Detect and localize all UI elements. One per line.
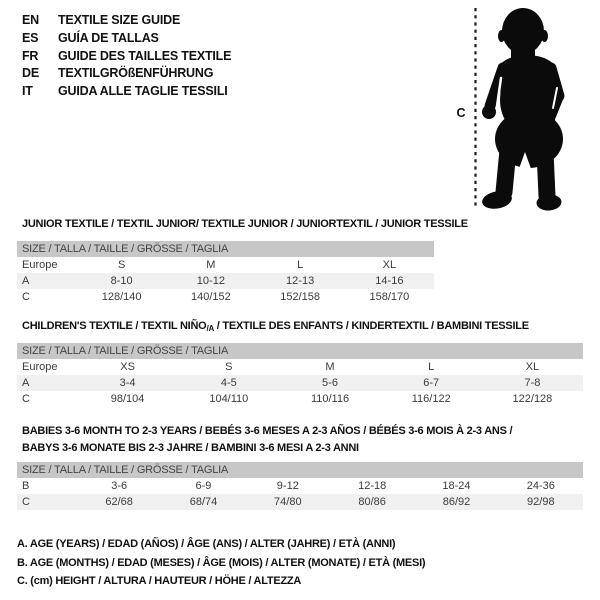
size-cell: S — [225, 361, 233, 373]
legend-note-b: B. AGE (MONTHS) / EDAD (MESES) / ÂGE (MOIS) / ALTER (MONATE) / ETÀ (MESI) — [17, 556, 426, 569]
height-cell: 122/128 — [512, 393, 553, 405]
language-title: GUIDE DES TAILLES TEXTILE — [58, 48, 232, 63]
months-cell: 24-36 — [526, 480, 555, 492]
height-cell: 152/158 — [280, 291, 320, 303]
age-cell: 4-5 — [220, 377, 237, 389]
children-title-subscript: /A — [206, 324, 214, 333]
size-cell: L — [428, 361, 435, 373]
babies-table-title-line2: BABYS 3-6 MONATE BIS 2-3 JAHRE / BAMBINI 3-6 MESI A 2-3 ANNI — [22, 442, 359, 454]
row-label: Europe — [22, 259, 58, 271]
legend-note-c: C. (cm) HEIGHT / ALTURA / HAUTEUR / HÖHE / ALTEZZA — [17, 575, 302, 588]
children-table — [17, 343, 583, 407]
babies-size-header: SIZE / TALLA / TAILLE / GRÖSSE / TAGLIA — [17, 462, 583, 478]
height-cell: 98/104 — [110, 393, 145, 405]
age-cell: 6-7 — [423, 377, 440, 389]
language-title: GUÍA DE TALLAS — [58, 30, 159, 45]
language-list — [22, 12, 231, 101]
row-label: Europe — [22, 361, 58, 373]
height-cell: 86/92 — [442, 496, 471, 508]
height-c-label: C — [456, 106, 466, 120]
children-title-pre: CHILDREN'S TEXTILE / TEXTIL NIÑO — [22, 320, 207, 332]
age-cell: 7-8 — [524, 377, 541, 389]
row-label: C — [22, 393, 30, 405]
junior-height-row — [17, 289, 434, 305]
size-cell: M — [206, 259, 216, 271]
age-cell: 14-16 — [375, 275, 404, 287]
babies-table — [17, 462, 583, 510]
age-cell: 5-6 — [322, 377, 338, 389]
row-label: C — [22, 291, 30, 303]
row-label: C — [22, 496, 30, 508]
size-cell: XS — [120, 361, 135, 373]
age-cell: 8-10 — [110, 275, 133, 287]
legend-note-a: A. AGE (YEARS) / EDAD (AÑOS) / ÂGE (ANS) / ALTER (JAHRE) / ETÀ (ANNI) — [17, 538, 396, 550]
children-europe-row — [17, 359, 583, 375]
size-cell: M — [325, 361, 335, 373]
height-cell: 128/140 — [101, 291, 142, 303]
size-cell: L — [297, 259, 304, 271]
height-cell: 110/116 — [310, 393, 350, 405]
height-cell: 140/152 — [190, 291, 231, 303]
junior-europe-row — [17, 257, 434, 273]
height-cell: 68/74 — [189, 496, 218, 508]
junior-table — [17, 241, 434, 305]
babies-table-title-line1: BABIES 3-6 MONTH TO 2-3 YEARS / BEBÉS 3-6 MESES A 2-3 AÑOS / BÉBÉS 3-6 MOIS À 2-3 ANS / — [22, 425, 513, 437]
height-cell: 158/170 — [369, 291, 410, 303]
language-title: GUIDA ALLE TAGLIE TESSILI — [58, 84, 228, 99]
size-cell: XL — [382, 259, 397, 271]
height-cell: 116/122 — [411, 393, 451, 405]
children-table-title — [22, 320, 529, 332]
row-label: B — [22, 480, 30, 492]
months-cell: 18-24 — [442, 480, 471, 492]
junior-age-row — [17, 273, 434, 289]
babies-months-row — [17, 478, 583, 494]
height-cell: 92/98 — [527, 496, 555, 508]
age-cell: 3-4 — [119, 377, 136, 389]
size-cell: XL — [525, 361, 540, 373]
age-cell: 12-13 — [286, 275, 315, 287]
language-code: ES — [22, 30, 39, 45]
language-row — [22, 12, 231, 30]
months-cell: 12-18 — [358, 480, 387, 492]
row-label: A — [22, 275, 30, 287]
months-cell: 3-6 — [111, 480, 128, 492]
months-cell: 9-12 — [276, 480, 299, 492]
children-title-post: / TEXTILE DES ENFANTS / KINDERTEXTIL / BAMBINI TESSILE — [213, 320, 529, 332]
junior-table-title: JUNIOR TEXTILE / TEXTIL JUNIOR/ TEXTILE JUNIOR / JUNIORTEXTIL / JUNIOR TESSILE — [22, 218, 468, 230]
row-label: A — [22, 377, 30, 389]
height-cell: 62/68 — [105, 496, 133, 508]
age-cell: 10-12 — [196, 275, 225, 287]
children-height-row — [17, 391, 583, 407]
height-cell: 104/110 — [209, 393, 249, 405]
language-title: TEXTILE SIZE GUIDE — [58, 13, 181, 27]
language-code: DE — [22, 66, 39, 81]
language-row — [22, 30, 231, 48]
language-code: EN — [22, 13, 39, 27]
children-age-row — [17, 375, 583, 391]
height-cell: 80/86 — [358, 496, 386, 508]
legend-notes — [17, 535, 425, 591]
language-code: FR — [22, 48, 39, 63]
language-row — [22, 48, 231, 66]
language-title: TEXTILGRÖßENFÜHRUNG — [58, 66, 214, 81]
language-code: IT — [22, 84, 33, 99]
children-size-header: SIZE / TALLA / TAILLE / GRÖSSE / TAGLIA — [17, 343, 583, 359]
months-cell: 6-9 — [195, 480, 212, 492]
language-row — [22, 83, 231, 101]
junior-size-header: SIZE / TALLA / TAILLE / GRÖSSE / TAGLIA — [17, 241, 434, 257]
size-cell: S — [117, 259, 126, 271]
language-row — [22, 65, 231, 83]
height-cell: 74/80 — [274, 496, 302, 508]
babies-height-row — [17, 494, 583, 510]
